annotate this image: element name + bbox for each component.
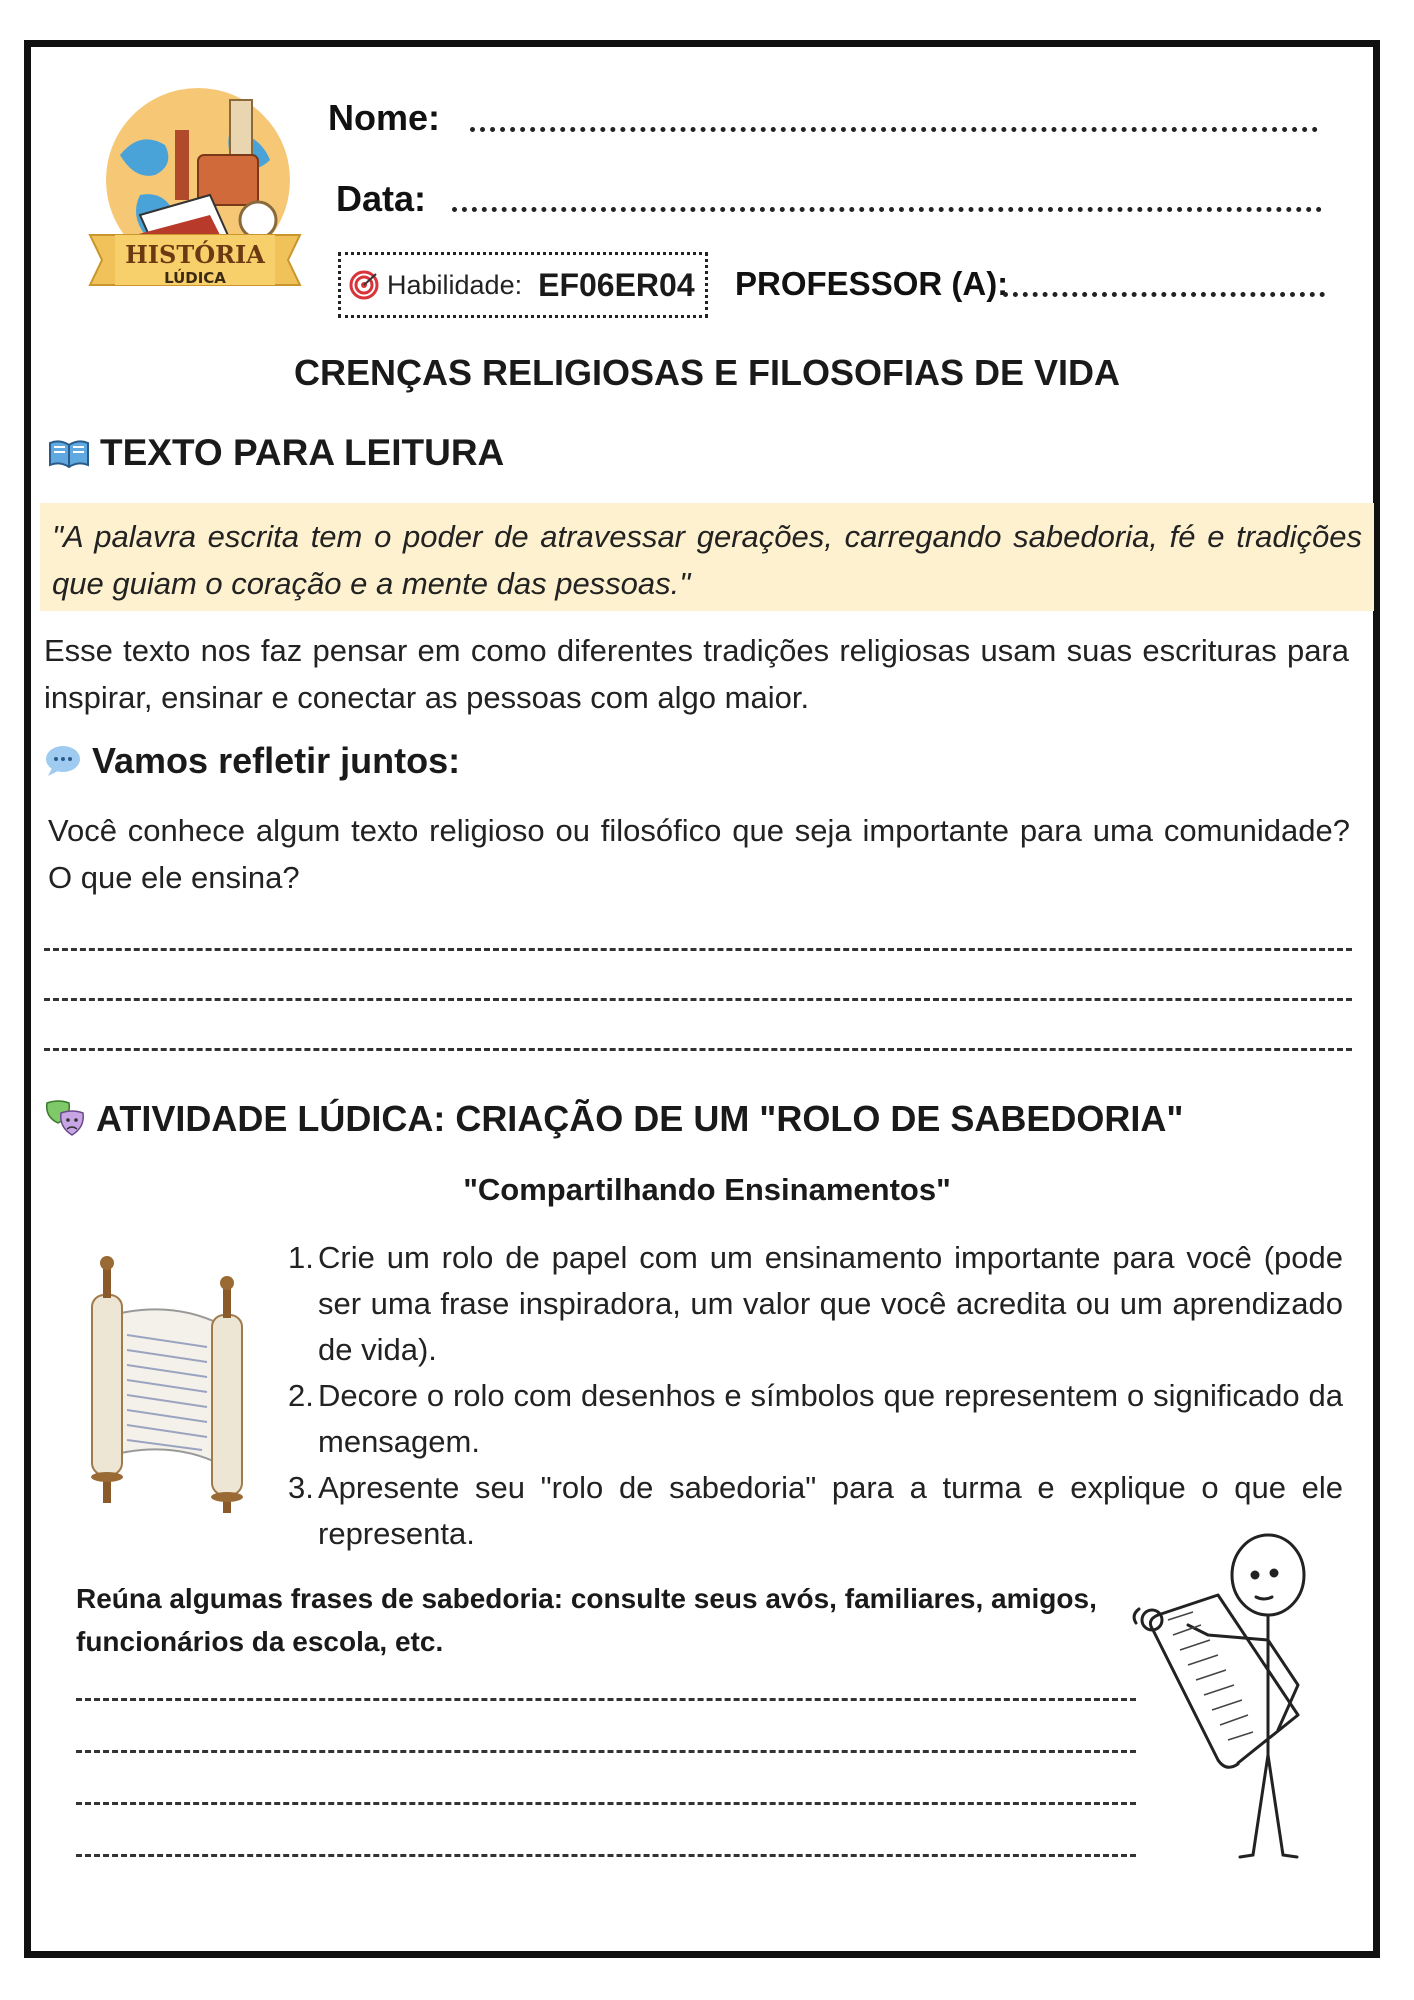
skill-box [338, 252, 708, 318]
open-book-icon [48, 437, 90, 469]
logo-line2: LÚDICA [164, 269, 226, 287]
speech-bubble-icon [44, 744, 82, 778]
skill-code: EF06ER04 [538, 266, 695, 303]
reading-paragraph: Esse texto nos faz pensar em como diferentes tradições religiosas usam suas escrituras para inspirar, ensinar e conectar as pessoas com algo maior. [44, 633, 1349, 715]
reflect-answer-line[interactable] [44, 998, 1352, 1001]
skill-label: Habilidade: [387, 269, 523, 300]
note-answer-line[interactable] [76, 1854, 1136, 1857]
activity-title-text: ATIVIDADE LÚDICA: CRIAÇÃO DE UM "ROLO DE SABEDORIA" [96, 1098, 1184, 1139]
date-field[interactable] [452, 207, 1322, 212]
teacher-label: PROFESSOR (A): [735, 265, 1009, 302]
note-answer-line[interactable] [76, 1698, 1136, 1701]
reflect-answer-line[interactable] [44, 1048, 1352, 1051]
list-item: 1. Crie um rolo de papel com um ensinamento importante para você (pode ser uma frase inspiradora, um valor que você acredita ou um aprendizado de vida). [288, 1240, 1343, 1367]
activity-steps [288, 1235, 1343, 1557]
theater-masks-icon [44, 1099, 86, 1139]
note-answer-line[interactable] [76, 1750, 1136, 1753]
list-item: 3. Apresente seu "rolo de sabedoria" para a turma e explique o que ele representa. [288, 1470, 1343, 1551]
name-field[interactable] [470, 127, 1318, 132]
target-icon [349, 270, 379, 300]
page-title: CRENÇAS RELIGIOSAS E FILOSOFIAS DE VIDA [293, 352, 1121, 393]
reading-title-text: TEXTO PARA LEITURA [100, 432, 505, 473]
reflect-answer-line[interactable] [44, 948, 1352, 951]
activity-section-title [44, 1098, 1183, 1140]
scroll-illustration [72, 1255, 262, 1515]
name-label: Nome: [328, 97, 441, 138]
reflect-question: Você conhece algum texto religioso ou filosófico que seja importante para uma comunidade? O que ele ensina? [48, 813, 1350, 895]
reflect-section-title [44, 740, 460, 782]
activity-note: Reúna algumas frases de sabedoria: consulte seus avós, familiares, amigos, funcionários da escola, etc. [76, 1583, 1097, 1657]
quote-box: "A palavra escrita tem o poder de atravessar gerações, carregando sabedoria, fé e tradições que guiam o coração e a mente das pessoas." [40, 503, 1374, 611]
logo-line1: HISTÓRIA [125, 240, 265, 269]
reflect-title-text: Vamos refletir juntos: [92, 740, 461, 781]
teacher-field[interactable] [1003, 292, 1325, 297]
list-item: 2. Decore o rolo com desenhos e símbolos que representem o significado da mensagem. [288, 1378, 1343, 1459]
date-label: Data: [336, 178, 427, 219]
reading-section-title [48, 432, 504, 474]
stick-figure-illustration [1128, 1525, 1368, 1865]
historia-ludica-logo [80, 85, 310, 310]
activity-subtitle: "Compartilhando Ensinamentos" [463, 1172, 951, 1207]
note-answer-line[interactable] [76, 1802, 1136, 1805]
